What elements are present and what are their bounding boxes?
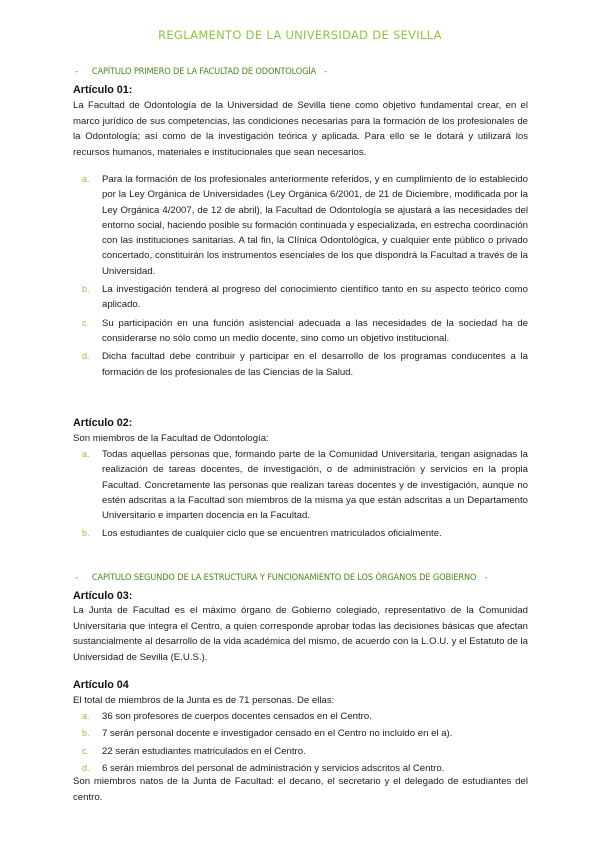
list-marker: a.	[82, 174, 90, 184]
article-02-list	[80, 447, 528, 545]
article-03-intro: La Junta de Facultad es el máximo órgano de Gobierno colegiado, representativo de la Comunidad Universitaria que integra el Centro, a quien corresponde aprobar todas las decisiones básicas que afectan sustancialmente al desarrollo de la vida académica del mismo, de acuerdo con la L.O.U. y el Estatuto de la Universidad de Sevilla (E.U.S.).	[73, 605, 528, 663]
chapter-dash-left: -	[75, 66, 78, 77]
list-item-text: Los estudiantes de cualquier ciclo que se encuentren matriculados oficialmente.	[102, 528, 442, 540]
article-01-intro: La Facultad de Odontología de la Universidad de Sevilla tiene como objetivo fundamental crear, en el marco jurídico de sus competencias, las condiciones necesarias para la formación de los profesionales de la Odontología; así como de la investigación teórica y aplicada. Para ello se le dotará y utilizará los recursos humanos, materiales e institucionales que sean necesarios.	[73, 100, 528, 158]
article-heading-04: Artículo 04	[73, 679, 129, 691]
chapter-title: CAPÍTULO SEGUNDO DE LA ESTRUCTURA Y FUNCIONAMIENTO DE LOS ÓRGANOS DE GOBIERNO	[91, 572, 477, 583]
list-item	[80, 316, 528, 347]
chapter-title: CAPÍTULO PRIMERO DE LA FACULTAD DE ODONTOLOGÍA	[91, 66, 317, 77]
list-marker: b.	[82, 528, 90, 539]
article-01-list	[80, 172, 528, 383]
list-item	[80, 447, 528, 523]
list-marker: a.	[82, 449, 90, 459]
chapter-heading-1	[75, 66, 327, 77]
article-04-closing: Son miembros natos de la Junta de Facultad: el decano, el secretario y el delegado de estudiantes del centro.	[73, 776, 528, 803]
chapter-dash-left: -	[75, 572, 78, 583]
document-title: REGLAMENTO DE LA UNIVERSIDAD DE SEVILLA	[158, 28, 442, 42]
list-item-text: 6 serán miembros del personal de administración y servicios adscritos al Centro.	[102, 762, 445, 774]
list-item-text: La investigación tenderá al progreso del conocimiento científico tanto en su aspecto teórico como aplicado.	[102, 284, 528, 311]
chapter-heading-2	[75, 572, 487, 583]
list-item	[80, 744, 528, 759]
list-item-text: Para la formación de los profesionales anteriormente referidos, y en cumplimiento de lo establecido por la Ley Orgánica de Universidades (Ley Orgánica 6/2001, de 21 de Diciembre, modificada por la Ley Orgánica 4/2007, de 12 de abril), la Facultad de Odontología se ajustará a las necesidades del entorno social, haciendo posible su formación continuada y especializada, en estrecha coordinación con las instituciones sanitarias. A tal fin, la Clínica Odontológica, y cualquier ente público o privado concertado, constituirán los instrumentos esenciales de los que dispondrá la Facultad a través de la Universidad.	[102, 174, 528, 277]
list-item-text: 22 serán estudiantes matriculados en el Centro.	[102, 745, 306, 757]
list-item	[80, 172, 528, 279]
list-marker: c.	[82, 745, 90, 756]
list-item-text: Dicha facultad debe contribuir y participar en el desarrollo de los programas conducentes a la formación de los profesionales de las Ciencias de la Salud.	[102, 351, 528, 378]
list-item	[80, 726, 528, 741]
list-item	[80, 526, 528, 541]
article-02-intro: Son miembros de la Facultad de Odontología:	[73, 433, 269, 444]
list-marker: b.	[82, 284, 90, 295]
article-04-intro: El total de miembros de la Junta es de 71 personas. De ellas:	[73, 695, 335, 706]
article-04-list	[80, 709, 528, 776]
list-marker: c.	[82, 317, 90, 328]
list-marker: b.	[82, 728, 90, 739]
list-item	[80, 282, 528, 313]
chapter-dash-right: -	[484, 572, 488, 583]
article-heading-02: Artículo 02:	[73, 417, 133, 429]
list-item-text: Su participación en una función asistencial adecuada a las necesidades de la sociedad ha de considerarse no sólo como un medio docente, sino como un objetivo institucional.	[102, 317, 528, 344]
list-item-text: 36 son profesores de cuerpos docentes censados en el Centro.	[102, 711, 372, 722]
list-item	[80, 709, 528, 724]
list-item-text: Todas aquellas personas que, formando parte de la Comunidad Universitaria, tengan asignadas la realización de tareas docentes, de investigación, o de administración y servicios en la propia Facultad. Concretamente las personas que realizan tareas docentes y de investigación, aunque no estén adscritas a la Facultad son miembros de la misma ya que están adscritas a un Departamento Universitario e imparten docencia en la Facultad.	[102, 449, 528, 522]
list-item-text: 7 serán personal docente e investigador censado en el Centro no incluido en el a).	[102, 728, 453, 740]
list-marker: d.	[82, 351, 90, 362]
list-marker: a.	[82, 711, 90, 721]
article-heading-01: Artículo 01:	[73, 84, 133, 96]
article-heading-03: Artículo 03:	[73, 590, 133, 602]
chapter-dash-right: -	[324, 66, 327, 77]
list-marker: d.	[82, 762, 90, 773]
list-item	[80, 349, 528, 380]
